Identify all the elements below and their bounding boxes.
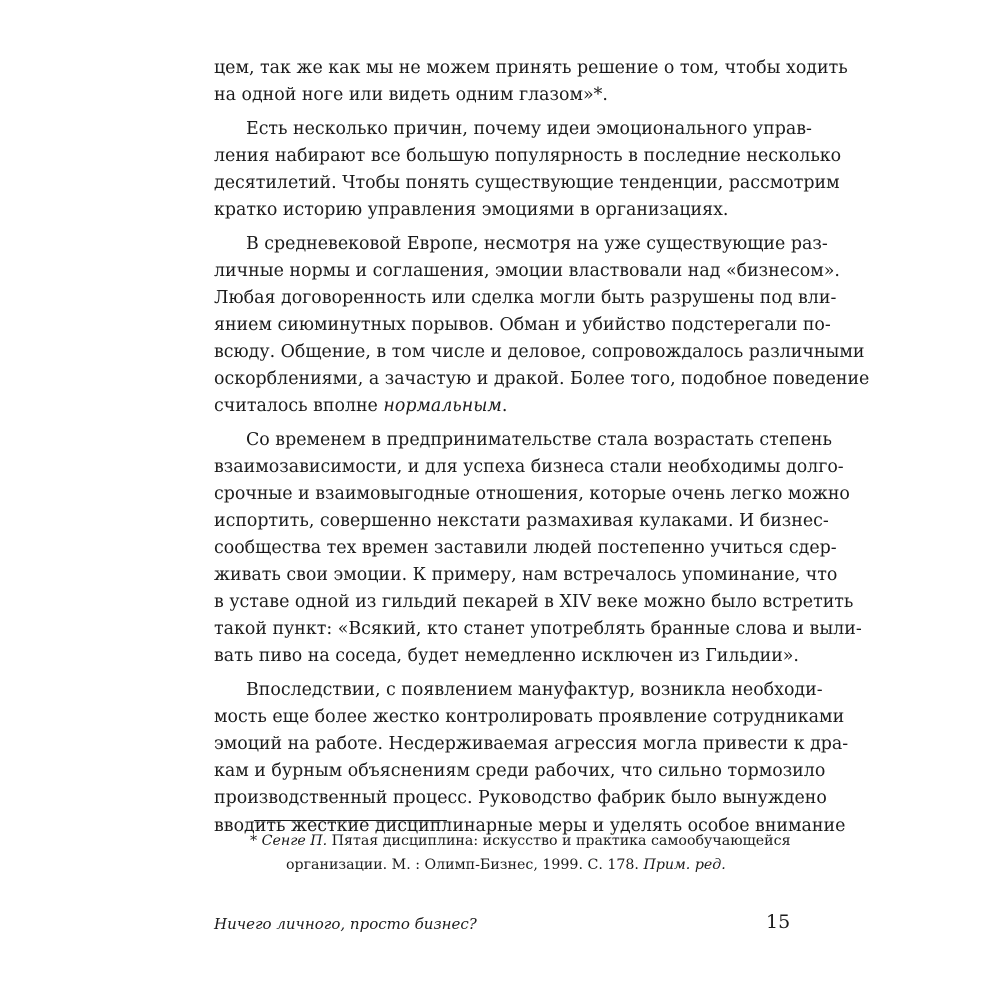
running-title: Ничего личного, просто бизнес?	[214, 915, 477, 933]
text-line: мость еще более жестко контролировать проявление сотрудниками	[214, 707, 845, 728]
footnote-marker: *	[250, 833, 262, 849]
text-run: .	[501, 396, 508, 417]
text-line: такой пункт: «Всякий, кто станет употреблять бранные слова и выли-	[214, 619, 862, 640]
text-line: оскорблениями, а зачастую и дракой. Более того, подобное поведение	[214, 369, 870, 390]
text-line: испортить, совершенно некстати размахивая кулаками. И бизнес-	[214, 511, 829, 531]
italic-emphasis: нормальным	[383, 396, 502, 417]
text-line: янием сиюминутных порывов. Обман и убийство подстерегали по-	[214, 314, 831, 335]
footnote	[250, 829, 790, 877]
text-line	[214, 393, 787, 420]
text-line: вать пиво на соседа, будет немедленно исключен из Гильдии».	[214, 646, 799, 667]
text-line: личные нормы и соглашения, эмоции властвовали над «бизнесом».	[214, 260, 840, 281]
footnote-line	[250, 853, 790, 877]
footnote-line	[250, 829, 790, 853]
text-line: ления набирают все большую популярность в последние несколько	[214, 145, 842, 166]
text-line: кратко историю управления эмоциями в организациях.	[214, 199, 729, 220]
text-line: взаимозависимости, и для успеха бизнеса стали необходимы долго-	[214, 456, 844, 477]
text-run: организации. М. : Олимп-Бизнес, 1999. С. 178.	[286, 857, 644, 873]
text-line: срочные и взаимовыгодные отношения, которые очень легко можно	[214, 483, 850, 504]
text-line: десятилетий. Чтобы понять существующие тенденции, рассмотрим	[214, 172, 840, 193]
text-line: живать свои эмоции. К примеру, нам встречалось упоминание, что	[214, 565, 838, 586]
editor-note: Прим. ред.	[643, 857, 726, 873]
footnote-author: Сенге П.	[261, 833, 328, 849]
text-line: производственный процесс. Руководство фабрик было вынуждено	[214, 788, 827, 809]
text-line: кам и бурным объяснениям среди рабочих, что сильно тормозило	[214, 761, 826, 782]
text-line: всюду. Общение, в том числе и деловое, сопровождалось различными	[214, 341, 865, 362]
text-line: Со временем в предпринимательстве стала возрастать степень	[246, 429, 832, 450]
text-run: Пятая дисциплина: искусство и практика самообучающейся	[327, 833, 791, 849]
text-line: Есть несколько причин, почему идеи эмоционального управ-	[246, 118, 812, 139]
text-line: Любая договоренность или сделка могли быть разрушены под вли-	[214, 287, 837, 308]
text-run: считалось вполне	[214, 396, 384, 417]
footnote-divider	[254, 820, 447, 821]
text-line: сообщества тех времен заставили людей постепенно учиться сдер-	[214, 538, 837, 559]
page-number: 15	[766, 911, 791, 933]
text-line: В средневековой Европе, несмотря на уже существующие раз-	[246, 233, 828, 254]
body-text	[214, 55, 870, 840]
text-line: цем, так же как мы не можем принять решение о том, чтобы ходить	[214, 58, 848, 78]
text-line: эмоций на работе. Несдерживаемая агрессия могла привести к дра-	[214, 734, 849, 755]
text-line: на одной ноге или видеть одним глазом»*.	[214, 85, 608, 106]
text-line: в уставе одной из гильдий пекарей в XIV веке можно было встретить	[214, 592, 854, 613]
text-line: Впоследствии, с появлением мануфактур, возникла необходи-	[246, 680, 823, 701]
text-line: вводить жесткие дисциплинарные меры и уделять особое внимание	[214, 815, 846, 836]
